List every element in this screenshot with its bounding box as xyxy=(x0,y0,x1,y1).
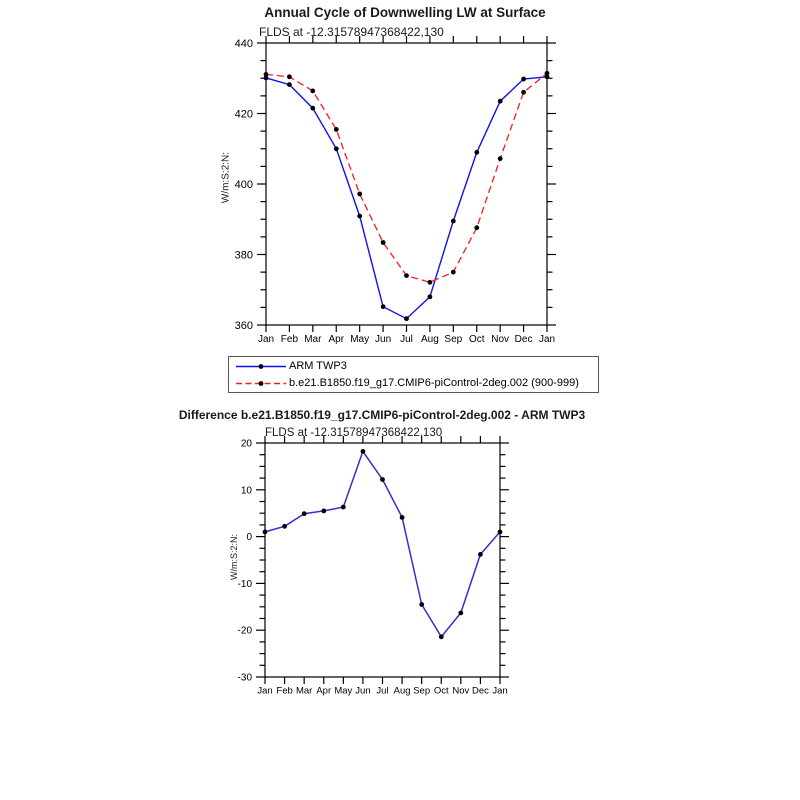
x-tick-label: Apr xyxy=(316,685,332,697)
data-point-marker xyxy=(361,449,366,454)
top-chart-title: Annual Cycle of Downwelling LW at Surface xyxy=(264,5,546,20)
y-tick-label: 360 xyxy=(234,319,253,332)
data-point-marker xyxy=(321,509,326,514)
data-point-marker xyxy=(419,602,424,607)
top-chart-plot xyxy=(235,36,556,345)
data-point-marker xyxy=(381,304,386,309)
y-tick-label: -30 xyxy=(237,672,252,684)
y-tick-label: 420 xyxy=(234,108,253,121)
y-tick-label: 380 xyxy=(234,249,253,262)
x-tick-label: Mar xyxy=(304,334,322,345)
data-point-marker xyxy=(404,316,409,321)
bottom-chart-series-0 xyxy=(263,449,503,639)
x-tick-label: Jun xyxy=(355,685,371,697)
bottom-chart-subtitle: FLDS at -12.31578947368422,130 xyxy=(265,427,443,439)
x-tick-label: Jan xyxy=(257,334,275,345)
data-point-marker xyxy=(334,146,339,151)
data-point-marker xyxy=(498,156,503,161)
x-tick-label: Aug xyxy=(393,685,411,697)
x-tick-label: Jul xyxy=(376,685,389,697)
x-tick-label: Jul xyxy=(400,334,413,345)
y-tick-label: -20 xyxy=(237,625,252,637)
x-tick-label: Nov xyxy=(491,334,510,345)
top-chart-frame xyxy=(266,43,547,325)
data-point-marker xyxy=(451,270,456,275)
y-tick-label: 440 xyxy=(234,37,253,50)
data-point-marker xyxy=(357,214,362,219)
data-point-marker xyxy=(334,127,339,132)
x-tick-label: Sep xyxy=(413,685,431,697)
data-point-marker xyxy=(545,71,550,76)
top-chart-y-axis xyxy=(235,38,556,332)
x-tick-label: Oct xyxy=(468,334,485,345)
y-tick-label: 20 xyxy=(240,438,252,450)
x-tick-label: Jan xyxy=(492,685,508,697)
top-chart-series-0 xyxy=(264,74,550,321)
x-tick-label: Dec xyxy=(471,685,489,697)
y-tick-label: 400 xyxy=(234,178,253,191)
data-point-marker xyxy=(458,611,463,616)
data-point-marker xyxy=(439,634,444,639)
data-point-marker xyxy=(282,524,287,529)
x-tick-label: Mar xyxy=(295,685,313,697)
x-tick-label: Feb xyxy=(280,334,299,345)
y-tick-label: 10 xyxy=(240,485,252,497)
data-point-marker xyxy=(451,219,456,224)
data-point-marker xyxy=(381,240,386,245)
x-tick-label: Jun xyxy=(375,334,392,345)
data-point-marker xyxy=(521,90,526,95)
bottom-chart-x-axis xyxy=(257,436,507,697)
top-chart-y-axis-label: W/m:S:2:N: xyxy=(220,151,232,204)
data-point-marker xyxy=(310,106,315,111)
series-line xyxy=(266,77,547,319)
data-point-marker xyxy=(287,82,292,87)
x-tick-label: Jan xyxy=(538,334,556,345)
data-point-marker xyxy=(404,273,409,278)
y-tick-label: 0 xyxy=(246,532,252,544)
x-tick-label: Oct xyxy=(433,685,449,697)
bottom-chart-title: Difference b.e21.B1850.f19_g17.CMIP6-piControl-2deg.002 - ARM TWP3 xyxy=(178,408,586,422)
data-point-marker xyxy=(287,74,292,79)
top-chart-subtitle: FLDS at -12.31578947368422,130 xyxy=(259,25,444,39)
bottom-chart-y-axis-label: W/m:S:2:N: xyxy=(229,534,239,581)
legend-swatch-dashed-line xyxy=(235,378,287,389)
data-point-marker xyxy=(428,294,433,299)
legend-label: ARM TWP3 xyxy=(289,360,347,372)
bottom-chart-y-axis xyxy=(238,439,509,684)
data-point-marker xyxy=(357,192,362,197)
legend-label: b.e21.B1850.f19_g17.CMIP6-piControl-2deg.002 (900-999) xyxy=(289,377,579,389)
x-tick-label: Jan xyxy=(257,685,273,697)
x-tick-label: Apr xyxy=(328,334,345,345)
x-tick-label: May xyxy=(334,685,353,697)
legend-entry-0 xyxy=(235,358,598,375)
legend-marker-dot xyxy=(259,381,264,386)
data-point-marker xyxy=(302,511,307,516)
y-tick-label: -10 xyxy=(237,578,252,590)
data-point-marker xyxy=(310,89,315,94)
x-tick-label: Nov xyxy=(452,685,470,697)
top-chart-series-1 xyxy=(264,71,550,285)
data-point-marker xyxy=(400,515,405,520)
data-point-marker xyxy=(498,530,503,535)
legend xyxy=(228,356,599,393)
data-point-marker xyxy=(478,552,483,557)
data-point-marker xyxy=(264,72,269,77)
data-point-marker xyxy=(380,477,385,482)
series-line xyxy=(266,73,547,282)
top-chart-x-axis xyxy=(258,36,555,345)
x-tick-label: May xyxy=(350,334,370,345)
x-tick-label: Sep xyxy=(444,334,463,345)
data-point-marker xyxy=(341,505,346,510)
data-point-marker xyxy=(474,150,479,155)
legend-swatch-solid-line xyxy=(235,361,287,372)
legend-marker-dot xyxy=(259,364,264,369)
data-point-marker xyxy=(521,77,526,82)
x-tick-label: Aug xyxy=(421,334,439,345)
data-point-marker xyxy=(474,225,479,230)
x-tick-label: Dec xyxy=(514,334,533,345)
data-point-marker xyxy=(498,99,503,104)
x-tick-label: Feb xyxy=(276,685,293,697)
bottom-chart-plot xyxy=(238,436,509,697)
data-point-marker xyxy=(263,530,268,535)
legend-entry-1 xyxy=(235,375,598,392)
data-point-marker xyxy=(428,280,433,285)
